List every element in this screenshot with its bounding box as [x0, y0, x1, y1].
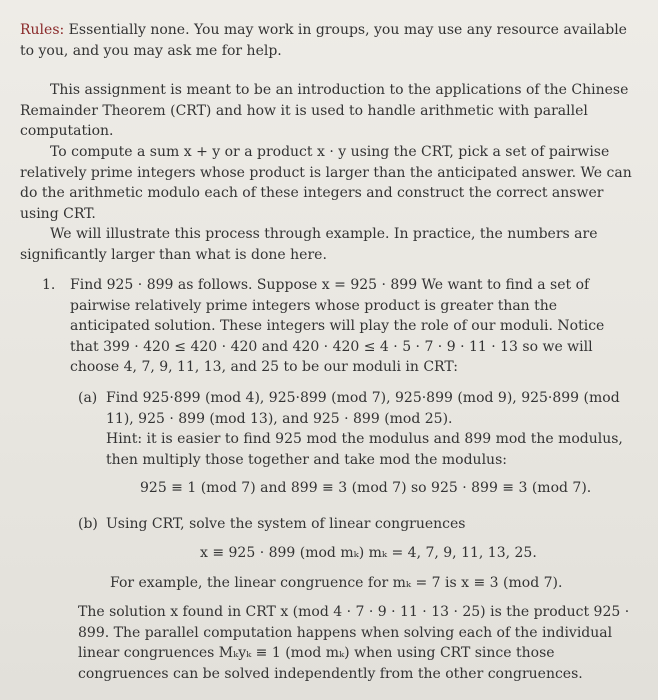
- part-a-display-equation: 925 ≡ 1 (mod 7) and 899 ≡ 3 (mod 7) so 925 · 899 ≡ 3 (mod 7).: [140, 480, 592, 496]
- intro-paragraph-2: To compute a sum x + y or a product x · y using the CRT, pick a set of pairwise relatively prime integers whose product is larger than the anticipated answer. We can do the arithmetic modulo each of these integers and construct the correct answer using CRT.: [20, 144, 632, 222]
- part-b-text: Using CRT, solve the system of linear congruences: [106, 516, 466, 532]
- part-b-label: (b): [78, 516, 98, 532]
- part-a-label: (a): [78, 390, 98, 406]
- part-a-text: Find 925·899 (mod 4), 925·899 (mod 7), 925·899 (mod 9), 925·899 (mod 11), 925 · 899 (mod 13), and 925 · 899 (mod 25).: [106, 390, 620, 427]
- part-a-hint: Hint: it is easier to find 925 mod the modulus and 899 mod the modulus, then multiply those together and take mod the modulus:: [106, 431, 623, 468]
- part-b-solution: The solution x found in CRT x (mod 4 · 7 · 9 · 11 · 13 · 25) is the product 925 · 899. The parallel computation happens when solving each of the individual linear congruences Mₖyₖ ≡ 1 (mod mₖ) when using CRT since those congruences can be solved independently from the other congruences.: [78, 604, 630, 682]
- intro-paragraph-3: We will illustrate this process through example. In practice, the numbers are significantly larger than what is done here.: [20, 226, 598, 263]
- item-1-text: Find 925 · 899 as follows. Suppose x = 925 · 899 We want to find a set of pairwise relatively prime integers whose product is greater than the anticipated solution. These integers will play the role of our moduli. Notice that 399 · 420 ≤ 420 · 420 and 420 · 420 ≤ 4 · 5 · 7 · 9 · 11 · 13 so we will choose 4, 7, 9, 11, 13, and 25 to be our moduli in CRT:: [70, 277, 605, 375]
- intro-paragraph-1: This assignment is meant to be an introduction to the applications of the Chinese Remainder Theorem (CRT) and how it is used to handle arithmetic with parallel computation.: [20, 82, 629, 139]
- rules-label: Rules:: [20, 22, 65, 38]
- rules-text: Essentially none. You may work in groups, you may use any resource available to you, and you may ask me for help.: [20, 22, 627, 59]
- part-b-example: For example, the linear congruence for mₖ = 7 is x ≡ 3 (mod 7).: [110, 575, 563, 591]
- rules-paragraph: [20, 20, 640, 62]
- item-1-number: 1.: [42, 277, 56, 293]
- part-b-display-equation: x ≡ 925 · 899 (mod mₖ) mₖ = 4, 7, 9, 11, 13, 25.: [200, 545, 537, 561]
